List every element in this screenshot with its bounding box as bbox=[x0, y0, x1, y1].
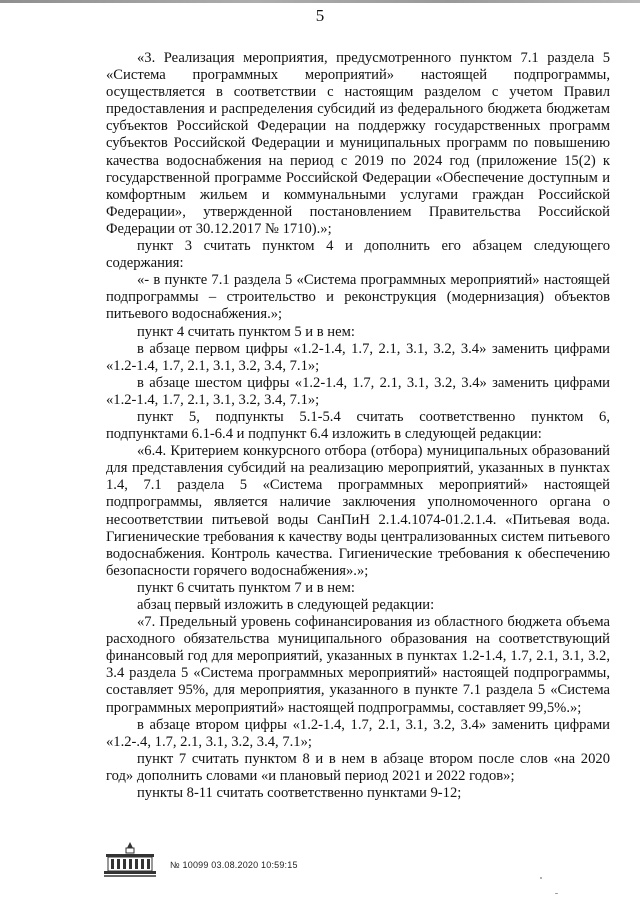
paragraph: «7. Предельный уровень софинансирования из областного бюджета объема расходного обязательства муниципального образования на соответствующий финансовый год для мероприятий, указанных в пунктах 1.2-1.4, 1.7, 2.1, 3.1, 3.2, 3.4 раздела 5 «Система программных мероприятий» настоящей подпрограммы, составляет 95%, для мероприятия, указанного в пункте 7.1 раздела 5 «Система программных мероприятий» настоящей подпрограммы, составляет 99,5%.»; bbox=[106, 614, 610, 716]
paragraph: «6.4. Критерием конкурсного отбора (отбора) муниципальных образований для представления субсидий на реализацию мероприятий, указанных в пунктах 1.4, 7.1 раздела 5 «Система программных мероприятий» настоящей подпрограммы, является наличие заключения уполномоченного органа о несоответствии питьевой воды СанПиН 2.1.4.1074-01.2.1.4. «Питьевая вода. Гигиенические требования к качеству воды централизованных систем питьевого водоснабжения. Контроль качества. Гигиенические требования к обеспечению безопасности горячего водоснабжения».»; bbox=[106, 443, 610, 579]
scan-edge bbox=[0, 0, 640, 3]
scan-speck bbox=[540, 877, 542, 879]
page-number: 5 bbox=[315, 6, 325, 25]
paragraph: пункты 8-11 считать соответственно пунктами 9-12; bbox=[137, 785, 462, 802]
registration-number: № 10099 03.08.2020 10:59:15 bbox=[170, 860, 298, 870]
paragraph: пункт 7 считать пунктом 8 и в нем в абзаце втором после слов «на 2020 год» дополнить словами «и плановый период 2021 и 2022 годов»; bbox=[106, 750, 610, 784]
paragraph: «3. Реализация мероприятия, предусмотренного пунктом 7.1 раздела 5 «Система программных мероприятий» настоящей подпрограммы, осуществляется в соответствии с настоящим разделом с учетом Правил предоставления и распределения субсидий из федерального бюджета бюджетам субъектов Российской Федерации на поддержку государственных программ субъектов Российской Федерации и муниципальных программ по повышению качества водоснабжения на период с 2019 по 2024 год (приложение 15(2) к государственной программе Российской Федерации «Обеспечение доступным и комфортным жильем и коммунальными услугами граждан Российской Федерации», утвержденной постановлением Правительства Российской Федерации от 30.12.2017 № 1710).»; bbox=[106, 50, 610, 237]
paragraph: в абзаце первом цифры «1.2-1.4, 1.7, 2.1, 3.1, 3.2, 3.4» заменить цифрами «1.2-1.4, 1.7, 2.1, 3.1, 3.2, 3.4, 7.1»; bbox=[106, 340, 610, 374]
paragraph: пункт 4 считать пунктом 5 и в нем: bbox=[137, 323, 355, 340]
scan-speck bbox=[555, 893, 558, 894]
paragraph: абзац первый изложить в следующей редакции: bbox=[137, 597, 435, 613]
paragraph: в абзаце шестом цифры «1.2-1.4, 1.7, 2.1, 3.1, 3.2, 3.4» заменить цифрами «1.2-1.4, 1.7, 2.1, 3.1, 3.2, 3.4, 7.1»; bbox=[106, 374, 610, 408]
paragraph: «- в пункте 7.1 раздела 5 «Система программных мероприятий» настоящей подпрограммы – строительство и реконструкция (модернизация) объектов питьевого водоснабжения.»; bbox=[106, 272, 610, 323]
paragraph: пункт 3 считать пунктом 4 и дополнить его абзацем следующего содержания: bbox=[106, 238, 610, 272]
paragraph: пункт 6 считать пунктом 7 и в нем: bbox=[137, 579, 355, 596]
document-body bbox=[106, 50, 610, 802]
government-building-icon bbox=[100, 840, 160, 878]
paragraph: пункт 5, подпункты 5.1-5.4 считать соответственно пунктом 6, подпунктами 6.1-6.4 и подпункт 6.4 изложить в следующей редакции: bbox=[106, 408, 610, 443]
registration-stamp bbox=[100, 836, 380, 886]
paragraph: в абзаце втором цифры «1.2-1.4, 1.7, 2.1, 3.1, 3.2, 3.4» заменить цифрами «1.2-.4, 1.7, 2.1, 3.1, 3.2, 3.4, 7.1»; bbox=[106, 716, 610, 750]
